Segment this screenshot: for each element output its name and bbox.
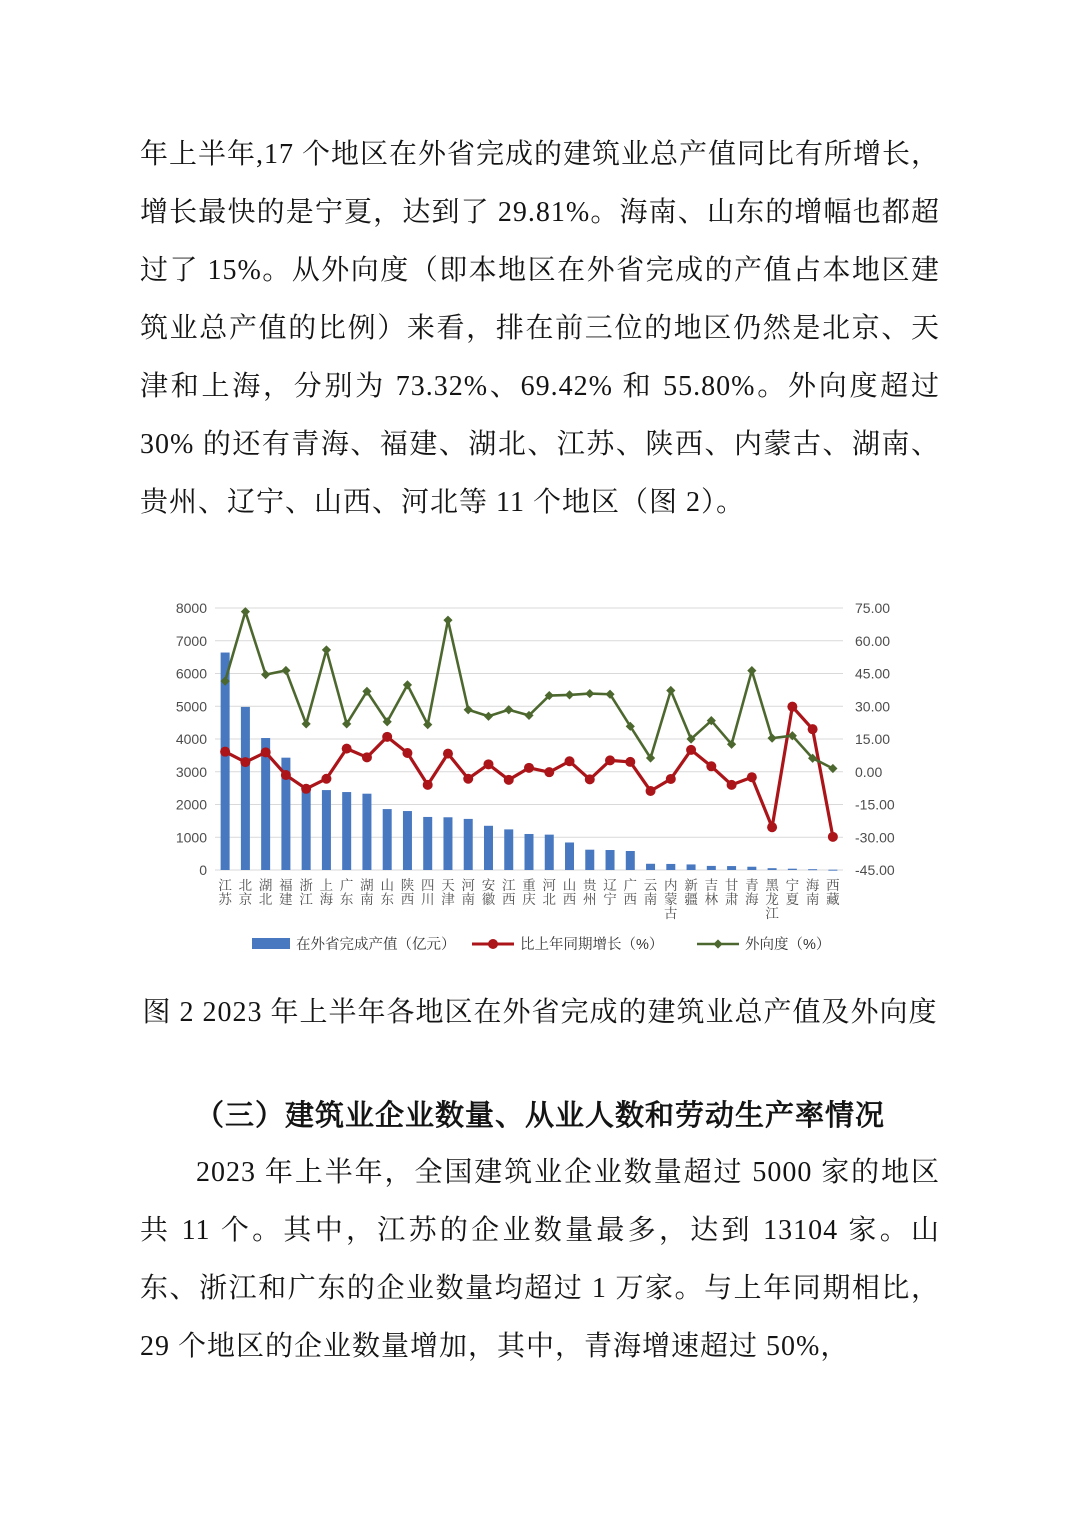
bar-宁夏 xyxy=(788,869,797,870)
svg-text:江西: 江西 xyxy=(501,878,516,907)
svg-text:广东: 广东 xyxy=(339,878,354,907)
bar-浙江 xyxy=(302,789,311,870)
svg-text:江苏: 江苏 xyxy=(218,878,232,907)
svg-text:山西: 山西 xyxy=(562,878,577,907)
bar-安徽 xyxy=(484,826,493,870)
figure-caption: 图 2 2023 年上半年各地区在外省完成的建筑业总产值及外向度 xyxy=(142,997,938,1028)
outward-line-series xyxy=(221,607,838,773)
svg-text:15.00: 15.00 xyxy=(855,731,891,747)
legend-bar-swatch xyxy=(252,938,290,949)
svg-text:云南: 云南 xyxy=(643,878,658,907)
svg-text:吉林: 吉林 xyxy=(704,878,719,907)
bar-吉林 xyxy=(707,866,716,870)
bar-湖南 xyxy=(362,794,371,870)
svg-text:上海: 上海 xyxy=(319,878,334,907)
svg-text:浙江: 浙江 xyxy=(299,878,313,907)
svg-text:0.00: 0.00 xyxy=(855,763,883,780)
svg-text:河北: 河北 xyxy=(542,878,557,907)
svg-text:黑龙江: 黑龙江 xyxy=(765,878,779,921)
bar-江西 xyxy=(504,829,513,870)
figure-2-chart xyxy=(152,592,942,992)
bar-云南 xyxy=(646,864,655,870)
svg-text:3000: 3000 xyxy=(175,763,207,780)
bar-四川 xyxy=(423,817,432,870)
svg-text:0: 0 xyxy=(199,862,207,878)
svg-text:1000: 1000 xyxy=(175,829,207,846)
svg-text:60.00: 60.00 xyxy=(855,632,891,649)
svg-text:辽宁: 辽宁 xyxy=(603,878,617,907)
legend-outward-label: 外向度（%） xyxy=(745,937,831,953)
svg-text:-15.00: -15.00 xyxy=(855,796,895,813)
bar-series xyxy=(221,653,838,871)
svg-text:75.00: 75.00 xyxy=(855,600,891,616)
bar-重庆 xyxy=(525,834,534,870)
svg-text:陕西: 陕西 xyxy=(400,878,415,907)
svg-text:内蒙古: 内蒙古 xyxy=(664,878,678,921)
legend-bar-label: 在外省完成产值（亿元） xyxy=(296,937,456,953)
right-axis-ticks xyxy=(855,600,895,878)
bar-西藏 xyxy=(828,870,837,871)
bar-山东 xyxy=(383,809,392,870)
svg-text:天津: 天津 xyxy=(441,878,455,907)
svg-text:四川: 四川 xyxy=(420,878,435,907)
svg-text:-30.00: -30.00 xyxy=(855,829,895,846)
bar-贵州 xyxy=(585,850,594,870)
bar-广东 xyxy=(342,792,351,870)
bar-天津 xyxy=(443,817,452,870)
bar-海南 xyxy=(808,869,817,870)
bar-辽宁 xyxy=(606,850,615,870)
x-axis-labels xyxy=(218,877,840,921)
svg-text:宁夏: 宁夏 xyxy=(785,878,800,907)
svg-text:45.00: 45.00 xyxy=(855,665,891,682)
section-heading: （三）建筑业企业数量、从业人数和劳动生产率情况 xyxy=(194,1100,885,1132)
paragraph-enterprise-count: 2023 年上半年，全国建筑业企业数量超过 5000 家的地区共 11 个。其中，江苏的企业数量最多，达到 13104 家。山东、浙江和广东的企业数量均超过 1 万家。与上年同期相比，29 个地区的企业数量增加，其中，青海增速超过 50%， xyxy=(140,1157,940,1362)
svg-text:河南: 河南 xyxy=(461,878,475,907)
bar-山西 xyxy=(565,842,574,870)
svg-text:7000: 7000 xyxy=(175,632,207,649)
svg-text:北京: 北京 xyxy=(238,878,253,907)
svg-text:8000: 8000 xyxy=(175,600,207,616)
svg-text:山东: 山东 xyxy=(380,878,394,907)
paragraph-outward-degree: 年上半年,17 个地区在外省完成的建筑业总产值同比有所增长，增长最快的是宁夏，达到了 29.81%。海南、山东的增幅也都超过了 15%。从外向度（即本地区在外省完成的产值占本地区建筑业总产值的比例）来看，排在前三位的地区仍然是北京、天津和上海，分别为 73.32%、69.42% 和 55.80%。外向度超过 30% 的还有青海、福建、湖北、江苏、陕西、内蒙古、湖南、贵州、辽宁、山西、河北等 11 个地区（图 2）。 xyxy=(140,139,941,518)
svg-text:新疆: 新疆 xyxy=(684,878,698,907)
svg-text:甘肃: 甘肃 xyxy=(724,878,739,907)
bar-内蒙古 xyxy=(666,864,675,870)
svg-text:-45.00: -45.00 xyxy=(855,862,895,878)
svg-text:重庆: 重庆 xyxy=(522,878,536,907)
bar-广西 xyxy=(626,851,635,870)
svg-text:贵州: 贵州 xyxy=(583,878,597,907)
svg-text:4000: 4000 xyxy=(175,731,207,747)
left-axis-ticks xyxy=(176,600,207,878)
svg-text:湖北: 湖北 xyxy=(258,878,273,907)
legend-growth-label: 比上年同期增长（%） xyxy=(520,937,664,953)
chart-canvas xyxy=(152,592,942,992)
svg-text:广西: 广西 xyxy=(623,878,638,907)
svg-text:青海: 青海 xyxy=(745,878,759,907)
svg-text:6000: 6000 xyxy=(175,665,207,682)
bar-河北 xyxy=(545,835,554,870)
bar-河南 xyxy=(464,819,473,870)
svg-text:海南: 海南 xyxy=(805,878,820,907)
bar-新疆 xyxy=(687,864,696,870)
svg-text:福建: 福建 xyxy=(279,878,293,907)
bar-上海 xyxy=(322,790,331,870)
chart-legend xyxy=(252,935,830,953)
bar-北京 xyxy=(241,707,250,870)
svg-text:湖南: 湖南 xyxy=(360,878,374,907)
bar-甘肃 xyxy=(727,866,736,870)
bar-青海 xyxy=(747,867,756,870)
svg-text:5000: 5000 xyxy=(175,698,207,715)
bar-陕西 xyxy=(403,811,412,870)
svg-text:安徽: 安徽 xyxy=(481,878,496,907)
svg-text:30.00: 30.00 xyxy=(855,698,891,715)
bar-黑龙江 xyxy=(768,868,777,870)
svg-text:2000: 2000 xyxy=(175,796,207,813)
svg-text:西藏: 西藏 xyxy=(826,878,840,907)
